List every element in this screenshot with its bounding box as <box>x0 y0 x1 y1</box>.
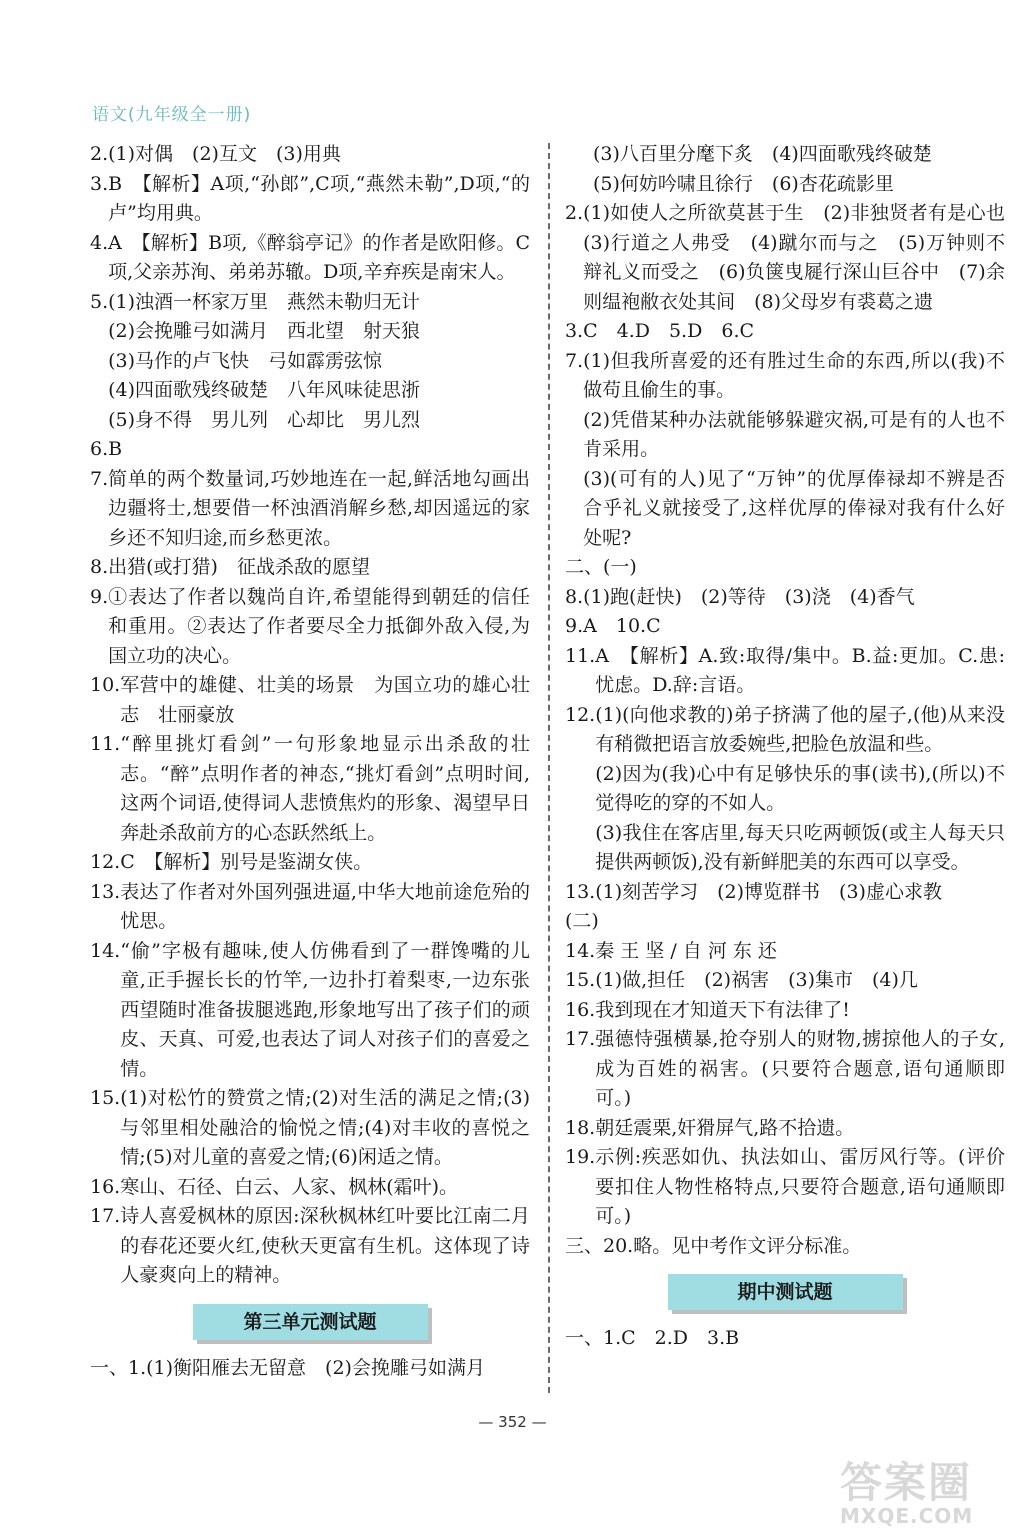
midterm-answers-1-3: 一、1.C 2.D 3.B <box>565 1327 740 1349</box>
left-column <box>90 140 530 1383</box>
answer-r19: 19. 示例:疾恶如仇、执法如山、雷厉风行等。(评价要扣住人物性格特点,只要符合题意,语句通顺即可。) <box>565 1146 1005 1227</box>
answer-9: 9. ①表达了作者以魏尚自许,希望能得到朝廷的信任和重用。②表达了作者要尽全力抵御外敌入侵,为国立功的决心。 <box>90 585 530 667</box>
answer-r12-part-1: (1)(向他求教的)弟子挤满了他的屋子,(他)从来没有稍微把语言放委婉些,把脸色放温和些。 <box>595 703 1005 755</box>
column-divider <box>548 143 550 1393</box>
unit3-answer-1: 一、1.(1)衡阳雁去无留意 (2)会挽雕弓如满月 <box>90 1356 485 1379</box>
answer-r8: 8. (1)跑(赶快) (2)等待 (3)浇 (4)香气 <box>565 585 915 608</box>
answer-6: 6. B <box>90 438 123 460</box>
answer-r12-part-2: (2)因为(我)心中有足够快乐的事(读书),(所以)不觉得吃的穿的不如人。 <box>595 762 1005 814</box>
answers-3-to-6: 3.C 4.D 5.D 6.C <box>565 320 755 342</box>
part-3-answer: 三、20.略。见中考作文评分标准。 <box>565 1234 862 1257</box>
answer-11: 11. “醉里挑灯看剑”一句形象地显示出杀敌的壮志。“醉”点明作者的神态,“挑灯看剑”点明时间,这两个词语,使得词人悲愤焦灼的形象、渴望早日奔赴杀敌前方的心态跃然纸上。 <box>90 733 530 844</box>
answer-14: 14. “偷”字极有趣味,使人仿佛看到了一群馋嘴的儿童,正手握长长的竹竿,一边扑打着梨枣,一边东张西望随时准备拔腿逃跑,形象地写出了孩子们的顽皮、天真、可爱,也表达了词人对孩子们的喜爱之情。 <box>90 939 530 1080</box>
answer-5-line-5: (5)身不得 男儿列 心却比 男儿烈 <box>108 408 421 431</box>
answer-r17: 17. 强德恃强横暴,抢夺别人的财物,掳掠他人的子女,成为百姓的祸害。(只要符合题意,语句通顺即可。) <box>565 1028 1005 1109</box>
answer-15: 15. (1)对松竹的赞赏之情;(2)对生活的满足之情;(3)与邻里相处融洽的愉悦之情;(4)对丰收的喜悦之情;(5)对儿童的喜爱之情;(6)闲适之情。 <box>90 1087 530 1168</box>
answer-1-cont-line-2: (5)何妨吟啸且徐行 (6)杏花疏影里 <box>593 172 894 195</box>
answer-4: 4. A 【解析】B项,《醉翁亭记》的作者是欧阳修。C项,父亲苏洵、弟弟苏辙。D项,辛弃疾是南宋人。 <box>90 231 530 283</box>
answer-r7-part-2: (2)凭借某种办法就能够躲避灾祸,可是有的人也不肯采用。 <box>583 408 1005 460</box>
answer-16: 16. 寒山、石径、白云、人家、枫林(霜叶)。 <box>90 1175 459 1198</box>
answer-10: 10. 军营中的雄健、壮美的场景 为国立功的雄心壮志 壮丽豪放 <box>90 674 530 726</box>
answers-9-10: 9.A 10.C <box>565 615 661 637</box>
section-title-midterm: 期中测试题 <box>668 1274 903 1310</box>
answer-r12-part-3: (3)我住在客店里,每天只吃两顿饭(或主人每天只提供两顿饭),没有新鲜肥美的东西可以享受。 <box>595 821 1005 873</box>
watermark-logo <box>840 1450 1010 1528</box>
answer-3: 3. B 【解析】A项,“孙郎”,C项,“燕然未勒”,D项,“的卢”均用典。 <box>90 172 530 224</box>
watermark-main: 答案圈 <box>840 1458 973 1507</box>
page-number: — 352 — <box>478 1413 547 1431</box>
answer-r7-part-1: (1)但我所喜爱的还有胜过生命的东西,所以(我)不做苟且偷生的事。 <box>583 349 1005 401</box>
answer-17: 17. 诗人喜爱枫林的原因:深秋枫林红叶要比江南二月的春花还要火红,使秋天更富有生机。这体现了诗人豪爽向上的精神。 <box>90 1205 530 1286</box>
answer-2: 2. (1)对偶 (2)互文 (3)用典 <box>90 143 341 165</box>
answer-r7-part-3: (3)(可有的人)见了“万钟”的优厚俸禄却不辨是否合乎礼义就接受了,这样优厚的俸禄对我有什么好处呢? <box>583 467 1005 549</box>
answer-r14: 14. 秦 王 坚 / 自 河 东 还 <box>565 939 777 962</box>
right-column <box>565 140 1025 1354</box>
answer-r7: 7. (1)但我所喜爱的还有胜过生命的东西,所以(我)不做苟且偷生的事。 (2)凭借某种办法就能够躲避灾祸,可是有的人也不肯采用。 (3)(可有的人)见了“万钟”的优厚俸禄却不辨是否合乎礼义就接受了,这样优厚的俸禄对我有什么好处呢? <box>565 347 1005 554</box>
answer-r2: 2. (1)如使人之所欲莫甚于生 (2)非独贤者有是心也 (3)行道之人弗受 (4)蹴尔而与之 (5)万钟则不辩礼义而受之 (6)负箧曳屣行深山巨谷中 (7)余则缊袍敝衣处其间 (8)父母岁有裘葛之遗 <box>565 202 1025 313</box>
answer-r16: 16. 我到现在才知道天下有法律了! <box>565 998 850 1021</box>
answer-5-line-3: (3)马作的卢飞快 弓如霹雳弦惊 <box>108 349 383 372</box>
answer-1-cont-line-1: (3)八百里分麾下炙 (4)四面歌残终破楚 <box>593 143 932 165</box>
watermark-url: MXQE.COM <box>840 1504 974 1528</box>
part-2-heading: 二、(一) <box>565 556 637 578</box>
section-title-unit3: 第三单元测试题 <box>193 1304 428 1340</box>
answer-5-line-4: (4)四面歌残终破楚 八年风味徒思浙 <box>108 379 421 401</box>
answer-12: 12. C 【解析】别号是鉴湖女侠。 <box>90 851 373 873</box>
answer-5: 5. (1)浊酒一杯家万里 燕然未勒归无计 (2)会挽雕弓如满月 西北望 射天狼 (3)马作的卢飞快 弓如霹雳弦惊 (4)四面歌残终破楚 八年风味徒思浙 (5)身不得 男儿列 心却比 男儿烈 <box>90 288 530 436</box>
answer-8: 8. 出猎(或打猎) 征战杀敌的愿望 <box>90 556 370 578</box>
answer-r12: 12. (1)(向他求教的)弟子挤满了他的屋子,(他)从来没有稍微把语言放委婉些,把脸色放温和些。 (2)因为(我)心中有足够快乐的事(读书),(所以)不觉得吃的穿的不如人。 (3)我住在客店里,每天只吃两顿饭(或主人每天只提供两顿饭),没有新鲜肥美的东西可以享受。 <box>565 701 1005 878</box>
answer-r15: 15. (1)做,担任 (2)祸害 (3)集市 (4)几 <box>565 969 918 991</box>
answer-5-line-2: (2)会挽雕弓如满月 西北望 射天狼 <box>108 320 421 342</box>
answer-r18: 18. 朝廷震栗,奸猾屏气,路不拾遗。 <box>565 1116 855 1139</box>
answer-r13: 13. (1)刻苦学习 (2)博览群书 (3)虚心求教 <box>565 880 942 903</box>
running-header: 语文(九年级全一册) <box>92 105 252 125</box>
answer-7: 7. 简单的两个数量词,巧妙地连在一起,鲜活地勾画出边疆将士,想要借一杯浊酒消解乡愁,却因遥远的家乡还不知归途,而乡愁更浓。 <box>90 467 530 549</box>
answer-5-line-1: (1)浊酒一杯家万里 燕然未勒归无计 <box>108 290 421 313</box>
answer-r11: 11. A 【解析】A.致:取得/集中。B.益:更加。C.患:忧虑。D.辞:言语。 <box>565 644 1005 696</box>
answer-13: 13. 表达了作者对外国列强进逼,中华大地前途危殆的忧思。 <box>90 880 530 932</box>
part-2b-heading: (二) <box>565 910 599 932</box>
